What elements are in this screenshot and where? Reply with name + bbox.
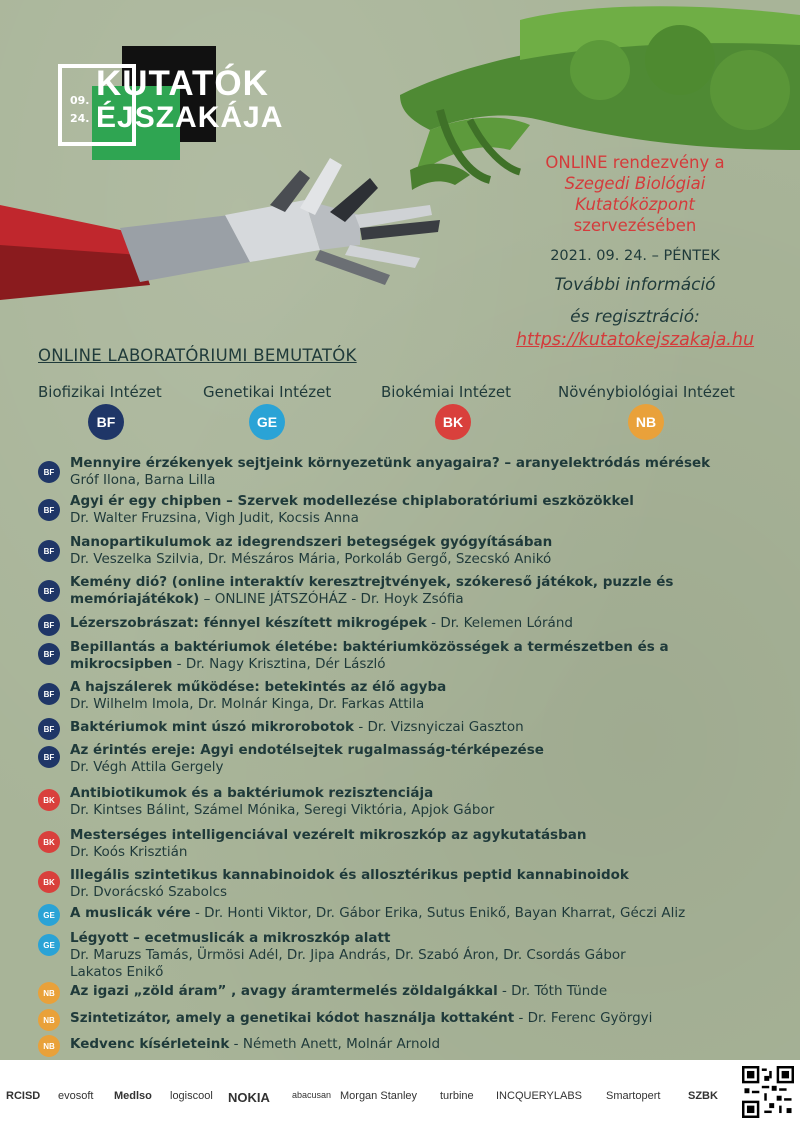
event-date: 2021. 09. 24. – PÉNTEK <box>550 248 720 264</box>
badge-bk: BK <box>38 831 60 853</box>
institute-label-nb: Növénybiológiai Intézet <box>558 383 735 401</box>
sponsor-logo-logiscool: logiscool <box>170 1090 213 1102</box>
robot-hand-icon <box>0 158 440 300</box>
badge-nb: NB <box>38 1009 60 1031</box>
badge-bf: BF <box>38 499 60 521</box>
sponsor-logo-szbk: SZBK <box>688 1090 718 1102</box>
more-info-line-1: További információ <box>554 275 716 295</box>
badge-bf: BF <box>38 643 60 665</box>
section-title: ONLINE LABORATÓRIUMI BEMUTATÓK <box>38 346 357 365</box>
institute-badge-bf: BF <box>88 404 124 440</box>
logo-date-day: 24. <box>70 112 90 125</box>
badge-bf: BF <box>38 614 60 636</box>
sponsor-logo-smartopert: Smartopert <box>606 1090 661 1102</box>
badge-ge: GE <box>38 904 60 926</box>
badge-bk: BK <box>38 789 60 811</box>
institute-label-bf: Biofizikai Intézet <box>38 383 162 401</box>
institute-label-bk: Biokémiai Intézet <box>381 383 511 401</box>
event-line-3: Kutatóközpont <box>575 195 695 214</box>
logo-date-month: 09. <box>70 94 90 107</box>
event-info <box>500 152 770 352</box>
badge-bf: BF <box>38 461 60 483</box>
sponsor-footer <box>0 1060 800 1131</box>
badge-bk: BK <box>38 871 60 893</box>
institute-badge-nb: NB <box>628 404 664 440</box>
event-line-1: ONLINE rendezvény a <box>545 153 725 172</box>
sponsor-logo-turbine: turbine <box>440 1090 474 1102</box>
badge-nb: NB <box>38 982 60 1004</box>
institute-label-ge: Genetikai Intézet <box>203 383 332 401</box>
badge-nb: NB <box>38 1035 60 1057</box>
sponsor-logo-incquerylabs: INCQUERYLABS <box>496 1090 582 1102</box>
qr-code-icon[interactable] <box>742 1066 794 1118</box>
logo-word-kutatok: KUTATÓK <box>96 64 269 103</box>
institute-badge-ge: GE <box>249 404 285 440</box>
more-info-line-2: és regisztráció: <box>570 307 700 327</box>
sponsor-logo-nokia: NOKIA <box>228 1090 270 1105</box>
badge-bf: BF <box>38 746 60 768</box>
sponsor-logo-rcisd: RCISD <box>6 1090 41 1102</box>
badge-bf: BF <box>38 580 60 602</box>
logo-word-ejszakaja: ÉJSZAKÁJA <box>96 101 284 134</box>
badge-bf: BF <box>38 540 60 562</box>
event-line-2: Szegedi Biológiai <box>564 174 706 193</box>
kutatok-ejszakaja-logo <box>58 46 288 161</box>
institute-badge-bk: BK <box>435 404 471 440</box>
badge-ge: GE <box>38 934 60 956</box>
sponsor-logo-abacusan: abacusan <box>292 1090 332 1100</box>
badge-bf: BF <box>38 718 60 740</box>
sponsor-logo-evosoft: evosoft <box>58 1090 94 1102</box>
sponsor-logo-medlso: Medlso <box>114 1090 152 1102</box>
badge-bf: BF <box>38 683 60 705</box>
event-line-4: szervezésében <box>573 216 697 235</box>
sponsor-logo-morgan-stanley: Morgan Stanley <box>340 1090 418 1102</box>
registration-link[interactable]: https://kutatokejszakaja.hu <box>515 330 755 350</box>
